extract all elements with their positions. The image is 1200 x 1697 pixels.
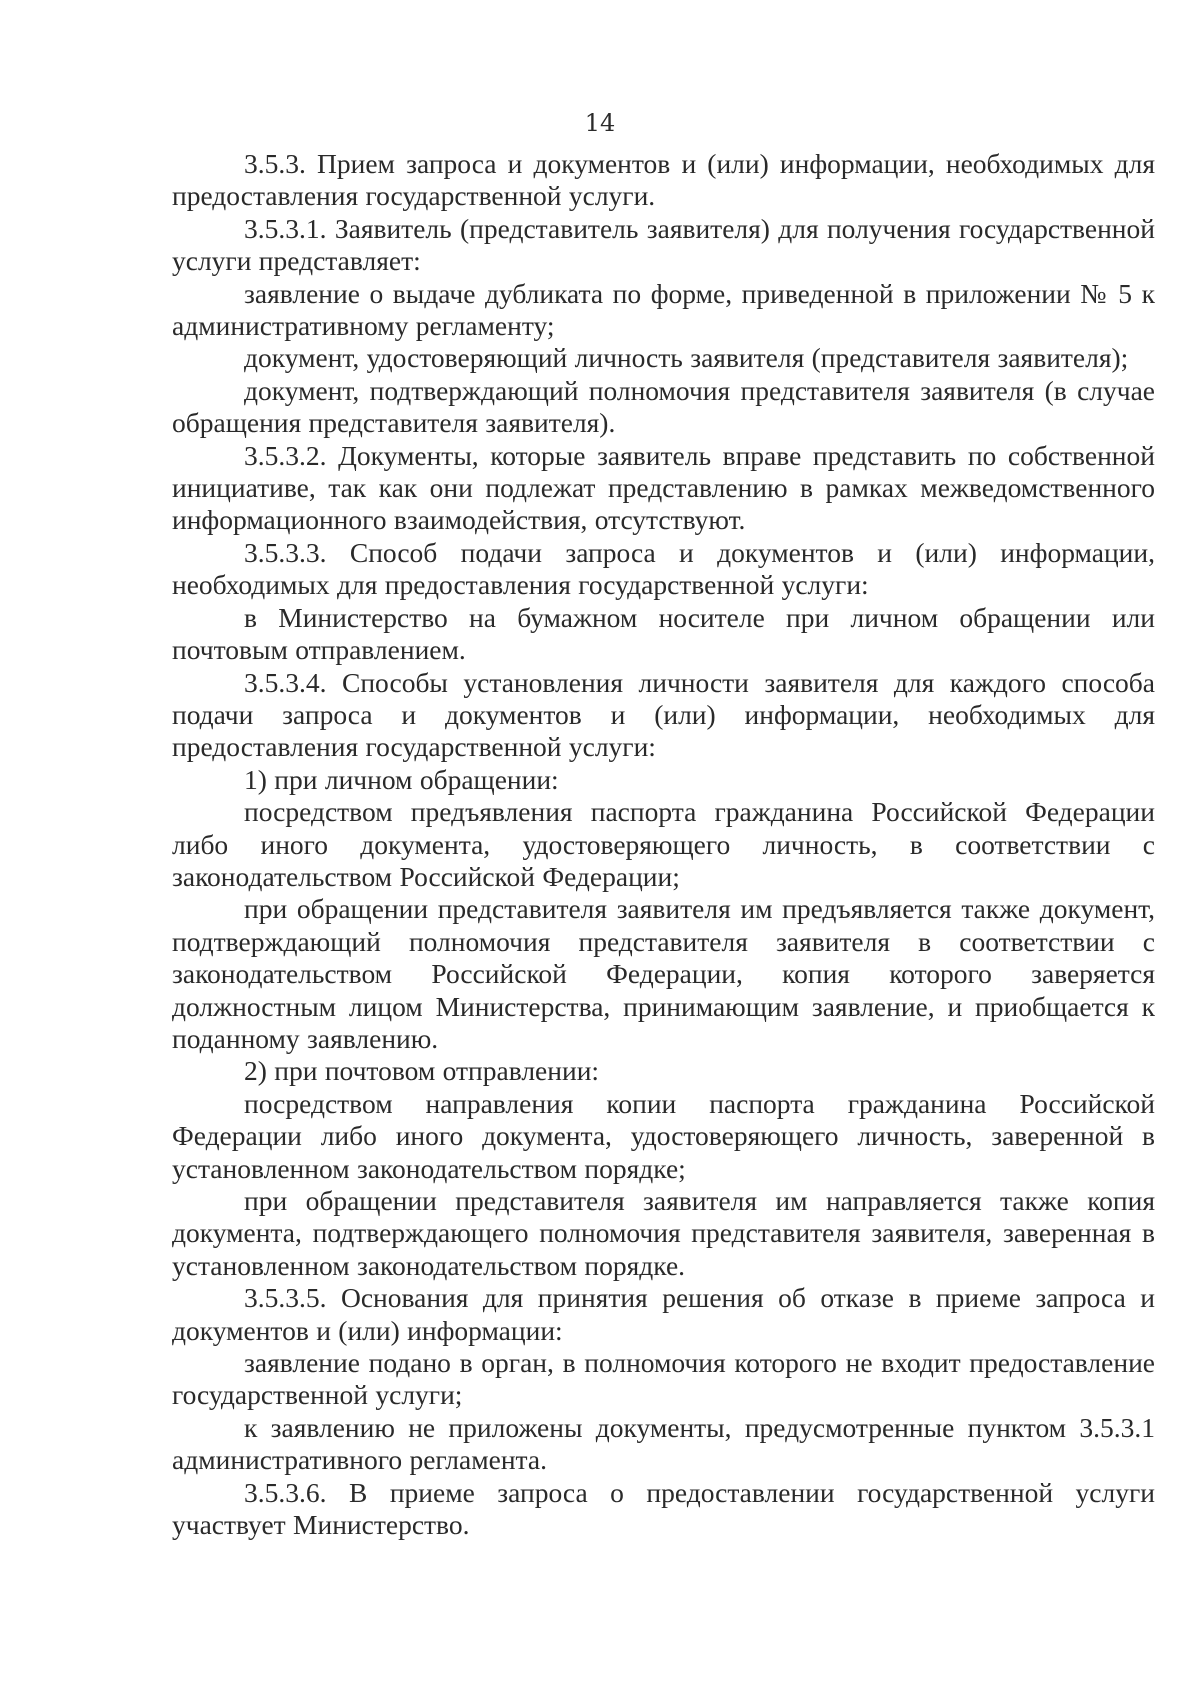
- paragraph-passport-copy: посредством направления копии паспорта гражданина Российской Федерации либо иного документа, удостоверяющего личность, заверенной в установленном законодательством порядке;: [172, 1087, 1155, 1184]
- paragraph-3-5-3-2: 3.5.3.2. Документы, которые заявитель вправе представить по собственной инициативе, так как они подлежат представлению в рамках межведомственного информационного взаимодействия, отсутствуют.: [172, 439, 1155, 536]
- paragraph-submission-method: в Министерство на бумажном носителе при личном обращении или почтовым отправлением.: [172, 601, 1155, 666]
- paragraph-passport-presentation: посредством предъявления паспорта гражданина Российской Федерации либо иного документа, удостоверяющего личность, в соответствии с законодательством Российской Федерации;: [172, 796, 1155, 892]
- paragraph-identity-document: документ, удостоверяющий личность заявителя (представителя заявителя);: [244, 342, 1129, 374]
- paragraph-3-5-3-1: 3.5.3.1. Заявитель (представитель заявителя) для получения государственной услуги представляет:: [172, 212, 1155, 277]
- page-number: 14: [584, 109, 616, 137]
- paragraph-3-5-3-4: 3.5.3.4. Способы установления личности заявителя для каждого способа подачи запроса и документов и (или) информации, необходимых для предоставления государственной услуги:: [172, 666, 1155, 763]
- paragraph-by-mail: 2) при почтовом отправлении:: [244, 1055, 600, 1087]
- paragraph-3-5-3: 3.5.3. Прием запроса и документов и (или) информации, необходимых для предоставления государственной услуги.: [172, 148, 1155, 212]
- paragraph-representative-presentation: при обращении представителя заявителя им предъявляется также документ, подтверждающий полномочия представителя заявителя в соответствии с законодательством Российской Федерации, копия которого заверяется должностным лицом Министерства, принимающим заявление, и приобщается к поданному заявлению.: [172, 893, 1155, 1054]
- paragraph-missing-documents: к заявлению не приложены документы, предусмотренные пунктом 3.5.3.1 административного регламента.: [172, 1411, 1155, 1476]
- paragraph-3-5-3-5: 3.5.3.5. Основания для принятия решения об отказе в приеме запроса и документов и (или) информации:: [172, 1282, 1155, 1346]
- paragraph-authority-document: документ, подтверждающий полномочия представителя заявителя (в случае обращения представителя заявителя).: [172, 374, 1155, 439]
- paragraph-wrong-authority: заявление подано в орган, в полномочия которого не входит предоставление государственной услуги;: [172, 1347, 1155, 1411]
- document-body: [172, 148, 1155, 1541]
- paragraph-3-5-3-6: 3.5.3.6. В приеме запроса о предоставлении государственной услуги участвует Министерство.: [172, 1476, 1155, 1541]
- paragraph-application-duplicate: заявление о выдаче дубликата по форме, приведенной в приложении № 5 к административному регламенту;: [172, 277, 1155, 342]
- paragraph-in-person: 1) при личном обращении:: [244, 763, 559, 795]
- paragraph-representative-copy: при обращении представителя заявителя им направляется также копия документа, подтверждающего полномочия представителя заявителя, заверенная в установленном законодательством порядке.: [172, 1185, 1155, 1281]
- paragraph-3-5-3-3: 3.5.3.3. Способ подачи запроса и документов и (или) информации, необходимых для предоставления государственной услуги:: [172, 536, 1155, 601]
